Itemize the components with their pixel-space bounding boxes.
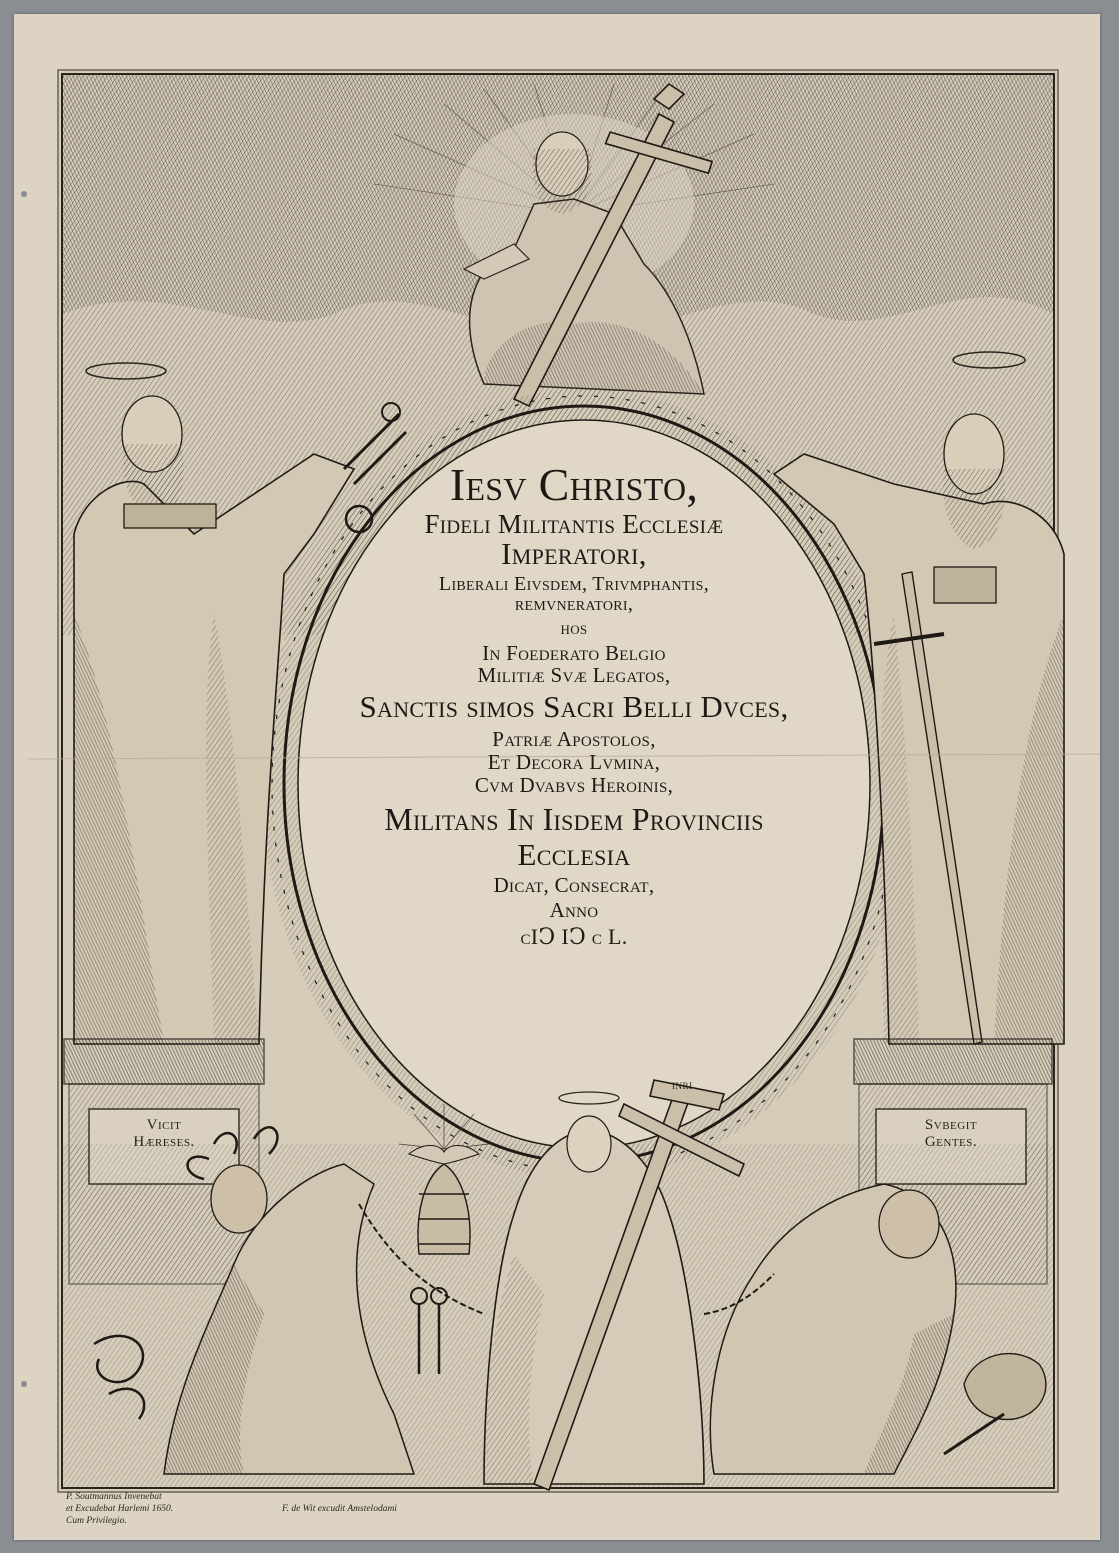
cross-titulus: INRI: [672, 1081, 693, 1091]
imprint-excudit: F. de Wit excudit Amstelodami: [282, 1504, 397, 1514]
pedestal-right-line: Gentes.: [924, 1134, 978, 1151]
pedestal-right-line: Svbegit: [924, 1117, 978, 1133]
inscription-line: remvneratori,: [514, 593, 634, 616]
inscription-line: Cvm Dvabvs Heroinis,: [474, 773, 674, 798]
inscription-line: Anno: [549, 898, 599, 923]
imprint-line: Cum Privilegio.: [66, 1515, 127, 1526]
pedestal-left-line: Hæreses.: [133, 1134, 195, 1151]
inscription-date: cIↃ IↃ c L.: [520, 923, 628, 949]
binding-hole: [21, 1381, 27, 1387]
pedestal-left-line: Vicit: [146, 1117, 182, 1133]
engraving-sheet: [14, 14, 1100, 1540]
inscription-line: Ecclesia: [517, 837, 631, 873]
inscription-line: Militans In Iisdem Provinciis: [384, 800, 764, 837]
inscription-line: In Foederato Belgio: [482, 641, 666, 666]
inscription-line: Et Decora Lvmina,: [487, 750, 661, 775]
pedestal-right-inscription: [876, 1117, 1026, 1152]
inscription-line: hos: [560, 617, 588, 638]
inscription-line: Militiæ Svæ Legatos,: [477, 662, 671, 687]
dedication-inscription: [284, 459, 864, 949]
imprint-line: P. Soutmannus Invenebat: [66, 1492, 162, 1502]
inscription-line: Patriæ Apostolos,: [492, 726, 656, 751]
imprint-publisher: [66, 1492, 173, 1528]
inscription-line: Sanctis simos Sacri Belli Dvces,: [359, 689, 789, 724]
inscription-line: Liberali Eivsdem, Trivmphantis,: [438, 573, 710, 596]
inscription-line: Iesv Christo,: [449, 459, 699, 510]
imprint-line: et Excudebat Harlemi 1650.: [66, 1503, 174, 1514]
binding-hole: [21, 191, 27, 197]
pedestal-left-inscription: [89, 1117, 239, 1152]
inscription-line: Imperatori,: [501, 536, 647, 572]
inscription-line: Fideli Militantis Ecclesiæ: [424, 508, 724, 539]
inscription-line: Dicat, Consecrat,: [493, 873, 655, 898]
